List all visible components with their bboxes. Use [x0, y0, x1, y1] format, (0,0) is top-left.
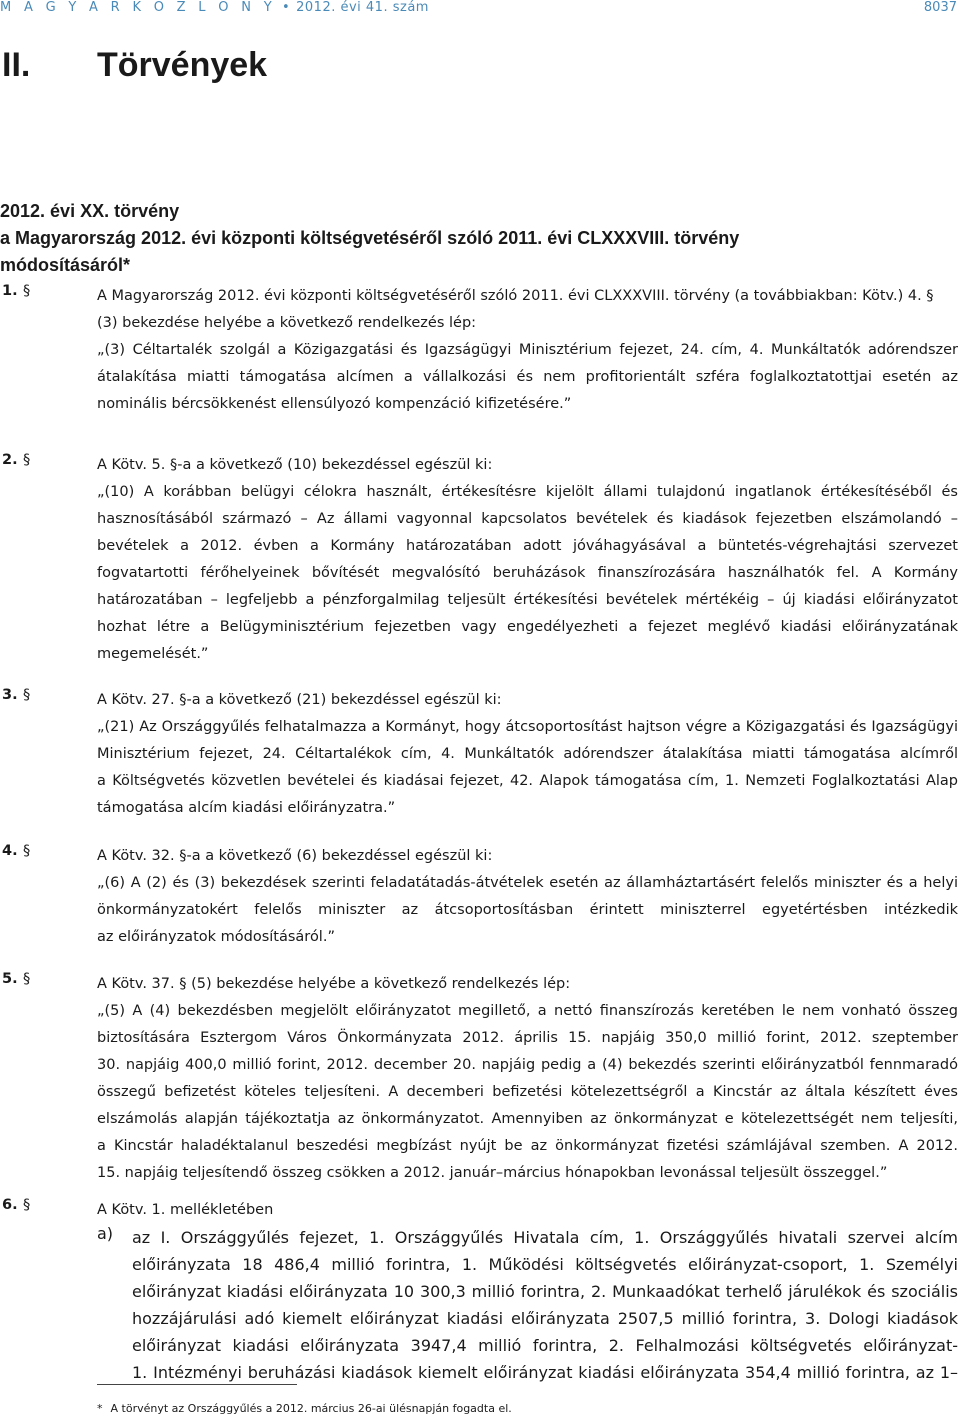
part-title: Törvények [97, 46, 268, 84]
text-line: 15. napjáig teljesítendő összeg csökken a 2012. január–március hónapokban levonással teljesült összeggel.” [97, 1165, 888, 1181]
text-line: önkormányzatokért felelős miniszter az átcsoportosításban érintett miniszterrel egyetértésben intézkedik [97, 902, 958, 918]
journal-name: M A G Y A R K Ö Z L Ö N Y [0, 0, 276, 15]
text-line: „(10) A korábban belügyi célokra használt, értékesítésre kijelölt állami tulajdonú ingatlanok értékesítéséből és [97, 484, 958, 500]
section-number: 3. [2, 687, 18, 703]
text-line: előirányzat kiadási előirányzata 3947,4 millió forintra, 2. Felhalmozási költségvetés előirányzat- [132, 1336, 958, 1355]
section-number: 6. [2, 1197, 18, 1213]
text-line: „(6) A (2) és (3) bekezdések szerinti feladatátadás-átvételek esetén az államháztartásért felelős miniszter és a helyi [97, 875, 958, 891]
text-line: biztosítására Esztergom Város Önkormányzata 2012. április 15. napjáig 350,0 millió forint, 2012. szeptember [97, 1030, 958, 1046]
text-line: „(5) A (4) bekezdésben megjelölt előirányzatot megillető, a nettó finanszírozás keretében le nem vonható összeg [97, 1003, 958, 1019]
text-line: átalakítása miatti támogatása alcímen a vállalkozási és nem profitorientált szféra foglalkoztatottjai esetén az [97, 369, 958, 385]
law-title-line: a Magyarország 2012. évi központi költségvetéséről szóló 2011. évi CLXXXVIII. törvény [0, 228, 740, 248]
text-line: az előirányzatok módosításáról.” [97, 929, 335, 945]
text-line: hozhat létre a Belügyminisztérium fejezetben vagy engedélyezheti a fejezet meglévő kiadási előirányzatának [97, 619, 958, 635]
text-line: előirányzata 18 486,4 millió forintra, 1. Működési költségvetés előirányzat-csoport, 1. Személyi [132, 1255, 958, 1274]
section-body [97, 283, 958, 418]
footnote-text: A törvényt az Országgyűlés a 2012. március 26-ai ülésnapján fogadta el. [110, 1402, 512, 1415]
section-body [97, 452, 958, 668]
text-line: támogatása alcím kiadási előirányzatra.” [97, 800, 396, 816]
text-line: 30. napjáig 400,0 millió forint, 2012. december 20. napjáig pedig a (4) bekezdés szerinti előirányzatból fennmaradó [97, 1057, 958, 1073]
list-item-text [132, 1224, 958, 1386]
section-symbol: § [23, 283, 31, 299]
text-line: megemelését.” [97, 646, 209, 662]
text-line: nominális bércsökkenést ellensúlyozó kompenzáció kifizetésére.” [97, 396, 572, 412]
text-line: A Kötv. 5. §-a a következő (10) bekezdéssel egészül ki: [97, 457, 493, 473]
law-title-line: 2012. évi XX. törvény [0, 201, 180, 221]
text-line: elszámolás alapján tájékoztatja az önkormányzatot. Amennyiben az önkormányzat e kötelezettségét nem teljesíti, [97, 1111, 958, 1127]
section-symbol: § [23, 1197, 31, 1213]
text-line: (3) bekezdése helyébe a következő rendelkezés lép: [97, 315, 477, 331]
footnote-marker: * [97, 1402, 103, 1415]
section-symbol: § [23, 971, 31, 987]
section-number: 4. [2, 843, 18, 859]
text-line: a Kincstár haladéktalanul beszedési megbízást nyújt be az önkormányzat fizetési számlájával szemben. A 2012. [97, 1138, 958, 1154]
section-body [97, 687, 958, 822]
text-line: 1. Intézményi beruházási kiadások kiemelt előirányzat kiadási előirányzata 354,4 millió forintra, az 1– [132, 1363, 958, 1382]
text-line: a Költségvetés közvetlen bevételei és kiadásai fejezet, 42. Alapok támogatása cím, 1. Nemzeti Foglalkoztatási Alap [97, 773, 958, 789]
footnote [97, 1402, 512, 1415]
text-line: A Kötv. 32. §-a a következő (6) bekezdéssel egészül ki: [97, 848, 493, 864]
issue-number: 2012. évi 41. szám [296, 0, 429, 15]
header-journal-issue [0, 0, 429, 15]
text-line: bevételek a 2012. évben a Kormány határozatában adott jóváhagyásával a büntetés-végrehajtási szervezet [97, 538, 958, 554]
section-number: 2. [2, 452, 18, 468]
text-line: az I. Országgyűlés fejezet, 1. Országgyűlés Hivatala cím, 1. Országgyűlés hivatali szervei alcím [132, 1228, 958, 1247]
text-line: összegű befizetést köteles teljesíteni. A decemberi befizetési kötelezettségről a Kincstár az általa készített éves [97, 1084, 958, 1100]
section-body [97, 1197, 958, 1224]
part-number: II. [2, 46, 31, 84]
text-line: „(21) Az Országgyűlés felhatalmazza a Kormányt, hogy átcsoportosítást hajtson végre a Közigazgatási és Igazságügyi [97, 719, 958, 735]
text-line: A Kötv. 27. §-a a következő (21) bekezdéssel egészül ki: [97, 692, 502, 708]
section-symbol: § [23, 687, 31, 703]
section-body [97, 971, 958, 1187]
law-title-line: módosításáról* [0, 255, 131, 275]
running-header [0, 0, 960, 16]
text-line: hasznosításából származó – Az állami vagyonnal kapcsolatos bevételek és kiadások fejezetben elszámolandó – [97, 511, 958, 527]
page-number: 8037 [923, 0, 957, 15]
text-line: előirányzat kiadási előirányzata 10 300,3 millió forintra, 2. Munkaadókat terhelő járulékok és szociális [132, 1282, 958, 1301]
text-line: Minisztérium fejezet, 24. Céltartalékok cím, 4. Munkáltatók adórendszer átalakítása miatti támogatása alcímről [97, 746, 958, 762]
text-line: határozatában – legfeljebb a pénzforgalmilag teljesült értékesítési bevételek mértékéig – új kiadási előirányzatot [97, 592, 958, 608]
text-line: hozzájárulási adó kiemelt előirányzat kiadási előirányzata 2507,5 millió forintra, 3. Dologi kiadások [132, 1309, 958, 1328]
section-symbol: § [23, 452, 31, 468]
section-number: 1. [2, 283, 18, 299]
section-number: 5. [2, 971, 18, 987]
law-title [0, 198, 960, 279]
text-line: A Magyarország 2012. évi központi költségvetéséről szóló 2011. évi CLXXXVIII. törvény (a továbbiakban: Kötv.) 4. § [97, 288, 934, 304]
footnote-divider [97, 1384, 297, 1385]
text-line: „(3) Céltartalék szolgál a Közigazgatási és Igazságügyi Minisztérium fejezet, 24. cím, 4. Munkáltatók adórendszer [97, 342, 958, 358]
section-symbol: § [23, 843, 31, 859]
list-item-label: a) [97, 1224, 114, 1243]
section-body [97, 843, 958, 951]
text-line: fogvatartotti férőhelyeinek bővítését megvalósító beruházások finanszírozására használhatók fel. A Kormány [97, 565, 958, 581]
text-line: A Kötv. 37. § (5) bekezdése helyébe a következő rendelkezés lép: [97, 976, 571, 992]
text-line: A Kötv. 1. mellékletében [97, 1202, 274, 1218]
bullet-separator: • [281, 0, 291, 15]
